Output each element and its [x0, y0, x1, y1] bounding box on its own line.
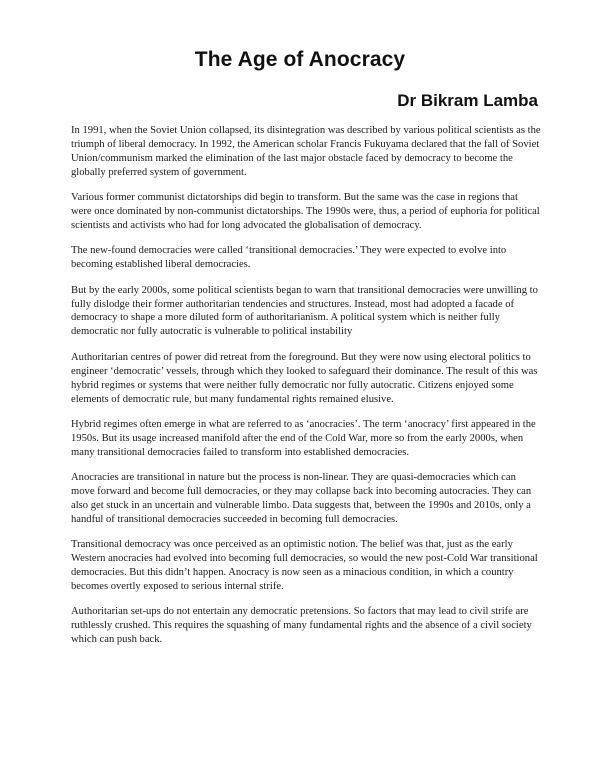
paragraph-3: The new-found democracies were called ‘transitional democracies.’ They were expected to evolve into becoming established liberal democracies.	[71, 245, 507, 271]
paragraph-8: Transitional democracy was once perceived as an optimistic notion. The belief was that, just as the early Western anocracies had evolved into becoming full democracies, so would the new post-Cold War transitional democracies. But this didn’t happen. Anocracy is now seen as a minacious condition, in which a country becomes overtly exposed to serious internal strife.	[71, 539, 538, 592]
paragraph-4: But by the early 2000s, some political scientists began to warn that transitional democracies were unwilling to fully dislodge their former authoritarian tendencies and structures. Instead, most had adopted a facade of democracy to shape a more diluted form of authoritarianism. A political system which is neither fully democratic nor fully autocratic is vulnerable to political instability	[71, 284, 538, 338]
paragraph-2: Various former communist dictatorships did begin to transform. But the same was the case in regions that were once dominated by non-communist dictatorships. The 1990s were, thus, a period of euphoria for political scientists and activists who had for long advocated the globalisation of democracy.	[71, 192, 540, 231]
paragraph-6: Hybrid regimes often emerge in what are referred to as ‘anocracies’. The term ‘anocracy’ first appeared in the 1950s. But its usage increased manifold after the end of the Cold War, more so from the early 2000s, when many transitional democracies failed to transform into established democracies.	[71, 418, 536, 458]
page-title: The Age of Anocracy	[194, 48, 406, 71]
paragraph-5: Authoritarian centres of power did retreat from the foreground. But they were now using electoral politics to engineer ‘democratic’ vessels, through which they looked to safeguard their dominance. The result of this was hybrid regimes or systems that were neither fully democratic nor fully autocratic. Citizens enjoyed some elements of democratic rule, but many fundamental rights remained elusive.	[71, 351, 538, 405]
article-body	[71, 124, 541, 659]
paragraph-7: Anocracies are transitional in nature but the process is non-linear. They are quasi-democracies which can move forward and become full democracies, or they may collapse back into becoming autocracies. They can also get stuck in an uncertain and vulnerable limbo. Data suggests that, between the 1990s and 2010s, only a handful of transitional democracies succeeded in becoming full democracies.	[71, 472, 532, 525]
paragraph-1: In 1991, when the Soviet Union collapsed, its disintegration was described by various political scientists as the triumph of liberal democracy. In 1992, the American scholar Francis Fukuyama declared that the fall of Soviet Union/communism marked the elimination of the last major obstacle faced by democracy to become the globally preferred system of government.	[71, 125, 541, 178]
paragraph-9: Authoritarian set-ups do not entertain any democratic pretensions. So factors that may lead to civil strife are ruthlessly crushed. This requires the squashing of many fundamental rights and the absence of a civil society which can push back.	[71, 606, 532, 646]
author-name: Dr Bikram Lamba	[397, 91, 538, 110]
